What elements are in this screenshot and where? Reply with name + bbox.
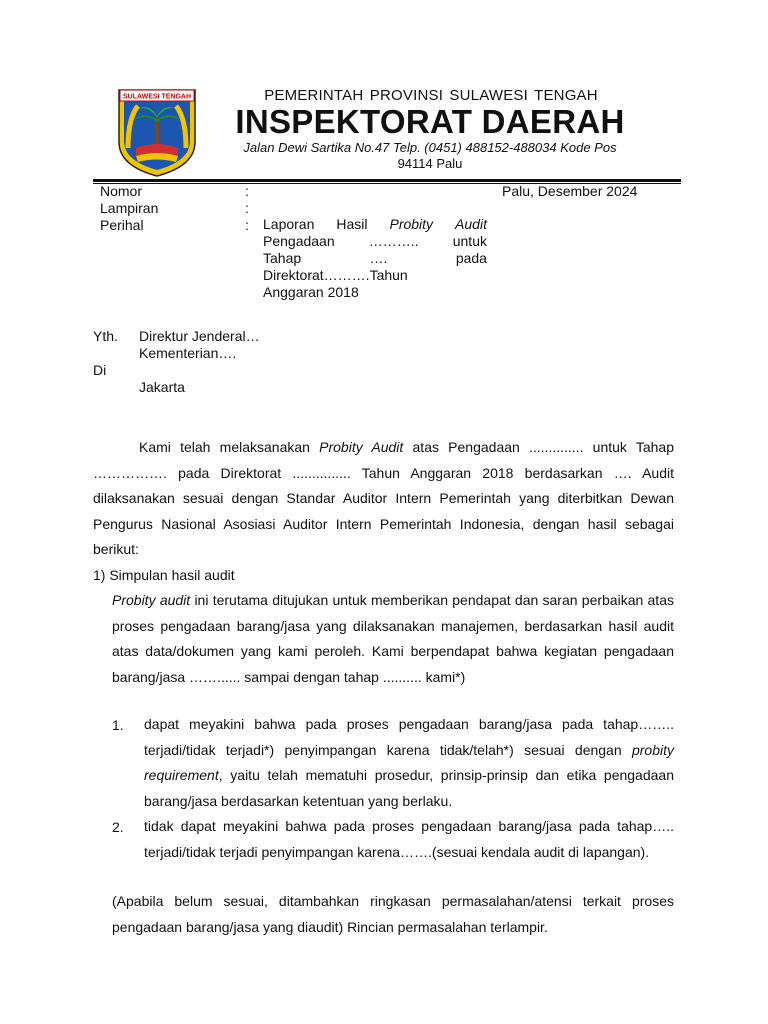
intro-paragraph: Kami telah melaksanakan Probity Audit atas Pengadaan .............. untuk Tahap ……………. pada Direktorat ............... Tahun Anggaran 2018 berdasarkan …. Audit dilaksanakan sesuai dengan Standar Auditor Intern Pemerintah yang diterbitkan Dewan Pengurus Nasional Asosiasi Auditor Intern Pemerintah Indonesia, dengan hasil sebagai berikut: xyxy=(93,439,674,558)
lampiran-label: Lampiran xyxy=(100,200,159,216)
nomor-colon: : xyxy=(245,183,249,199)
agency-name: INSPEKTORAT DAERAH xyxy=(235,103,625,140)
perihal-line-2: Pengadaan ……….. untuk xyxy=(263,233,487,249)
item-1-text: dapat meyakini bahwa pada proses pengadaan barang/jasa pada tahap…….. terjadi/tidak terjadi*) penyimpangan karena tidak/telah*) sesuai dengan probity requirement, yaitu telah mematuhi prosedur, prinsip-prinsip dan etika pengadaan barang/jasa berdasarkan ketentuan yang berlaku. xyxy=(144,716,674,809)
addressee-line-1: Direktur Jenderal… xyxy=(139,328,260,344)
perihal-line-3: Tahap …. pada xyxy=(263,250,487,266)
address-line-1: Jalan Dewi Sartika No.47 Telp. (0451) 488152-488034 Kode Pos xyxy=(243,140,617,155)
item-1-number: 1. xyxy=(112,717,124,733)
closing-paragraph: (Apabila belum sesuai, ditambahkan ringkasan permasalahan/atensi terkait proses pengadaan barang/jasa yang diaudit) Rincian permasalahan terlampir. xyxy=(112,893,674,935)
section-1-title: 1) Simpulan hasil audit xyxy=(93,567,235,583)
sulawesi-tengah-seal-icon xyxy=(116,86,198,178)
section-1-paragraph: Probity audit ini terutama ditujukan untuk memberikan pendapat dan saran perbaikan atas proses pengadaan barang/jasa yang dilaksanakan manajemen, berdasarkan hasil audit atas data/dokumen yang kami peroleh. Kami berpendapat bahwa kegiatan pengadaan barang/jasa ……...... sampai dengan tahap .......... kami*) xyxy=(112,592,674,685)
place-date: Palu, Desember 2024 xyxy=(502,183,638,199)
item-2-text: tidak dapat meyakini bahwa pada proses pengadaan barang/jasa pada tahap….. terjadi/tidak terjadi penyimpangan karena…….(sesuai kendala audit di lapangan). xyxy=(144,818,674,860)
perihal-line-4: Direktorat……….Tahun xyxy=(263,267,408,283)
agency-address xyxy=(222,140,638,172)
perihal-line-5: Anggaran 2018 xyxy=(263,284,359,300)
lampiran-colon: : xyxy=(245,200,249,216)
perihal-line-1: Laporan Hasil Probity Audit xyxy=(263,216,487,232)
addressee-line-2: Kementerian…. xyxy=(139,345,237,361)
item-2-number: 2. xyxy=(112,819,124,835)
nomor-label: Nomor xyxy=(100,183,143,199)
addressee-city: Jakarta xyxy=(139,379,185,395)
address-line-2: 94114 Palu xyxy=(397,156,463,171)
perihal-label: Perihal xyxy=(100,217,144,233)
perihal-text xyxy=(263,216,487,301)
yth-label: Yth. xyxy=(93,328,118,344)
perihal-colon: : xyxy=(245,217,249,233)
letterhead-divider-thick xyxy=(93,179,681,182)
government-name: PEMERINTAH PROVINSI SULAWESI TENGAH xyxy=(264,87,598,104)
seal-label: SULAWESI TENGAH xyxy=(122,93,192,101)
di-label: Di xyxy=(93,362,107,378)
